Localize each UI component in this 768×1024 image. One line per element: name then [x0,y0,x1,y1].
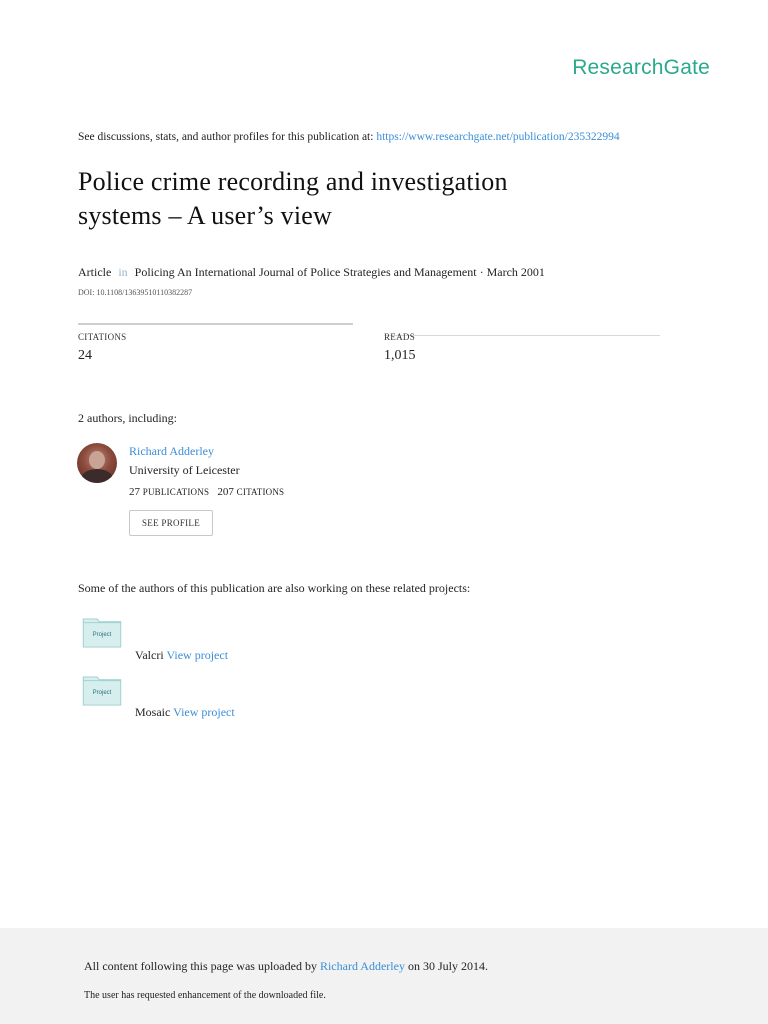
project-folder-icon[interactable] [81,676,123,711]
discussion-line [78,131,620,143]
citations-label: CITATIONS [78,332,127,342]
researchgate-logo[interactable]: ResearchGate [572,56,710,79]
folder-label: Project [92,690,112,696]
divider-citations [78,323,353,325]
author-citations-label: CITATIONS [236,487,285,497]
reads-value: 1,015 [384,348,416,363]
view-project-link[interactable]: View project [166,648,229,662]
upload-suffix: on 30 July 2014. [407,959,488,973]
upload-prefix: All content following this page was uploaded by [84,959,317,973]
article-in-word: in [118,265,128,279]
project-folder-icon[interactable] [81,618,123,653]
publication-url-link[interactable]: https://www.researchgate.net/publication/235322994 [376,131,620,143]
folder-label: Project [92,632,112,638]
view-project-link[interactable]: View project [173,705,235,719]
author-citations-count: 207 [217,486,234,498]
footer [0,928,768,1024]
project-line [135,705,235,720]
journal-name: Policing An International Journal of Police Strategies and Management · March 2001 [134,265,545,279]
related-projects-heading: Some of the authors of this publication are also working on these related projects: [78,581,471,595]
avatar-shoulders [81,469,113,483]
citations-value: 24 [78,348,92,363]
author-publications-label: PUBLICATIONS [142,487,210,497]
discussion-prefix: See discussions, stats, and author profiles for this publication at: [78,131,374,143]
uploader-link[interactable]: Richard Adderley [319,959,405,973]
doi: DOI: 10.1108/13639510110382287 [78,288,193,297]
upload-line [84,959,488,974]
title-line-2: systems – A user’s view [78,201,333,230]
author-stats [129,486,284,498]
project-name: Mosaic [135,705,171,719]
author-name-link[interactable]: Richard Adderley [129,444,214,458]
project-name: Valcri [135,648,164,662]
enhancement-note: The user has requested enhancement of the downloaded file. [84,990,326,1001]
avatar[interactable] [77,443,117,483]
authors-heading: 2 authors, including: [78,411,177,425]
reads-label: READS [384,332,416,342]
author-publications-count: 27 [129,486,140,498]
page-title [78,165,678,233]
article-meta [78,265,545,280]
article-type: Article [78,265,112,279]
author-institution: University of Leicester [129,463,240,477]
see-profile-button[interactable]: SEE PROFILE [129,510,213,536]
project-line [135,648,228,663]
title-line-1: Police crime recording and investigation [78,167,508,196]
divider-reads [384,335,660,336]
avatar-face [89,451,105,469]
